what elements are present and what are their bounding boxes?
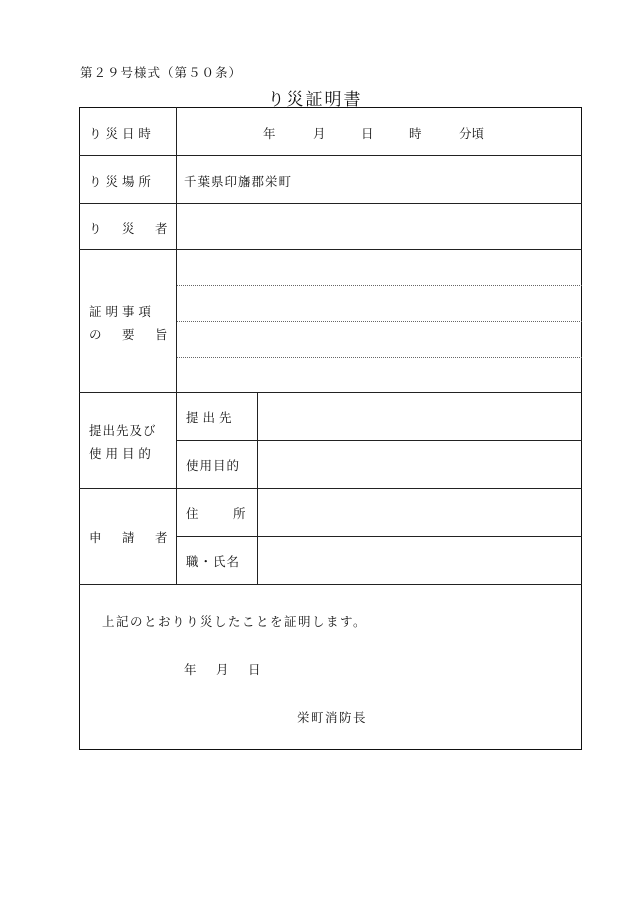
date-year-unit: 年 [263,126,276,141]
row-divider [79,584,582,585]
date-month-unit: 月 [313,126,326,141]
label-submit-to: 提 出 先 [186,410,232,425]
label-purpose-line1: 提出先及び [89,423,157,438]
label-summary-line1: 証 明 事 項 [89,304,151,319]
label-summary-char1: の [89,327,102,342]
label-occupation-name: 職・氏名 [186,554,241,569]
label-victim-char1: り [89,221,102,236]
row-divider [79,392,582,393]
form-number: 第２９号様式（第５０条） [80,65,243,80]
label-disaster-place: り 災 場 所 [89,174,151,189]
cert-year-unit: 年 [184,662,197,677]
row-divider [79,249,582,250]
label-address-char2: 所 [233,506,246,521]
document-title: り災証明書 [267,90,363,110]
sub-row-divider [176,440,582,441]
row-divider [79,488,582,489]
dotted-line [177,285,582,286]
label-summary-char2: 要 [122,327,135,342]
label-victim-char3: 者 [155,221,168,236]
label-disaster-datetime: り 災 日 時 [89,126,151,141]
label-purpose-line2: 使 用 目 的 [89,446,151,461]
sub-label-column-divider [257,392,258,584]
disaster-place-value: 千葉県印旛郡栄町 [184,174,293,189]
row-divider [79,155,582,156]
label-applicant-char2: 請 [122,530,135,545]
date-hour-unit: 時 [409,126,422,141]
dotted-line [177,357,582,358]
label-applicant-char3: 者 [155,530,168,545]
label-applicant-char1: 申 [89,530,102,545]
sub-row-divider [176,536,582,537]
label-address-char1: 住 [186,506,199,521]
label-summary-char3: 旨 [155,327,168,342]
cert-day-unit: 日 [248,662,261,677]
cert-month-unit: 月 [216,662,229,677]
date-minute-unit: 分頃 [459,126,485,141]
issuer-name: 栄町消防長 [297,710,368,725]
label-victim-char2: 災 [122,221,135,236]
row-divider [79,203,582,204]
label-use-purpose: 使用目的 [186,458,241,473]
label-column-divider [176,107,177,584]
certification-statement: 上記のとおりり災したことを証明します。 [102,614,368,629]
dotted-line [177,321,582,322]
date-day-unit: 日 [361,126,374,141]
